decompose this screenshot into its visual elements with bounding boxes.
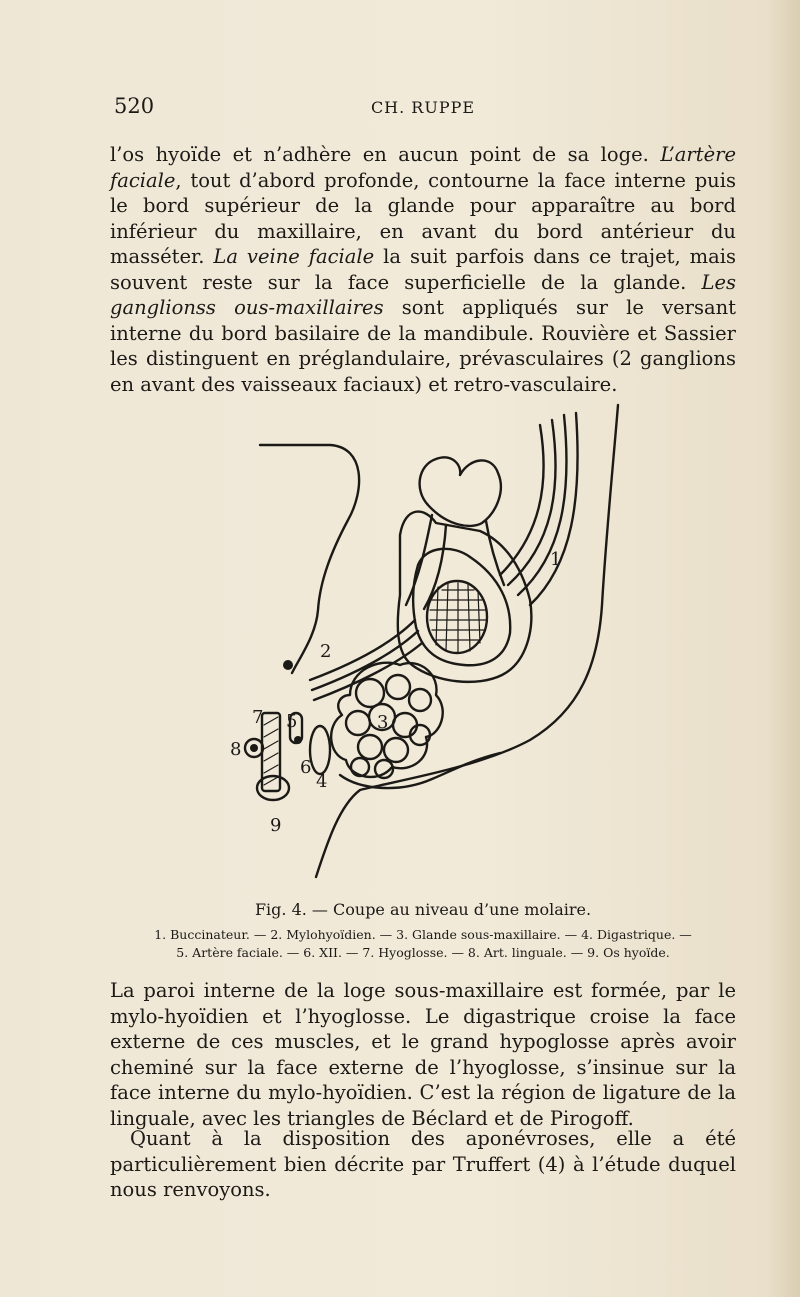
paragraph-1 [110, 142, 736, 397]
label-7: 7 [252, 707, 264, 728]
hypoglossal-nerve [310, 726, 330, 774]
label-3: 3 [377, 712, 389, 733]
outer-contour [316, 405, 618, 877]
page-header [110, 94, 736, 124]
mucosa-line [260, 445, 359, 673]
figure-caption-title: Fig. 4. — Coupe au niveau d’une molaire. [254, 900, 592, 919]
paragraph-1-text-c: la suit parfois dans ce trajet, mais souvent reste sur la face superficielle de la glande. [110, 245, 736, 294]
term-artere-faciale: L’artère faciale [110, 143, 736, 192]
paragraph-3: Quant à la disposition des aponévroses, elle a été particulièrement bien décrite par Truffert (4) à l’étude duquel nous renvoyons. [110, 1127, 736, 1201]
paragraph-2: La paroi interne de la loge sous-maxillaire est formée, par le mylo-hyoïdien et l’hyoglosse. Le digastrique croise la face externe de ces muscles, et le grand hypoglosse après avoir cheminé sur la face externe de l’hyoglosse, s’insinue sur la face interne du mylo-hyoïdien. C’est la région de ligature de la linguale, avec les triangles de Béclard et de Pirogoff. [110, 979, 736, 1130]
label-9: 9 [270, 815, 282, 836]
label-8: 8 [230, 739, 242, 760]
lingual-artery-inner [250, 744, 258, 752]
buccinator [500, 413, 578, 605]
page-number: 520 [114, 94, 155, 118]
paragraph-1-text-b: , tout d’abord profonde, contourne la face interne puis le bord supérieur de la glande pour apparaître au bord inférieur du maxillaire, en avant du bord antérieur du masséter. [110, 168, 736, 268]
label-4: 4 [316, 771, 328, 792]
label-5: 5 [286, 711, 298, 732]
paragraph-1-text-d: sont appliqués sur le versant interne du bord basilaire de la mandibule. Rouvière et Sassier les distinguent en préglandulaire, prévasculaires (2 ganglions en avant des vaisseaux faciaux) et retro-vasculaire. [110, 296, 736, 396]
running-head: CH. RUPPE [370, 98, 476, 117]
paragraph-1-text-a: l’os hyoïde et n’adhère en aucun point de sa loge. [110, 143, 661, 166]
vessel-dot-lower [294, 736, 302, 744]
term-ganglions: Les ganglionss ous-maxillaires [110, 270, 736, 319]
vessel-dot-upper [283, 660, 293, 670]
legend-line-2: 5. Artère faciale. — 6. XII. — 7. Hyoglosse. — 8. Art. linguale. — 9. Os hyoïde. [176, 945, 670, 960]
molar-section-drawing [200, 395, 640, 895]
term-veine-faciale: La veine faciale [213, 245, 375, 268]
legend-line-1: 1. Buccinateur. — 2. Mylohyoïdien. — 3. Glande sous-maxillaire. — 4. Digastrique. — [154, 927, 692, 942]
label-1: 1 [550, 549, 562, 570]
label-6: 6 [300, 757, 312, 778]
mandible-outer [398, 512, 532, 682]
anatomical-figure [200, 395, 640, 895]
label-2: 2 [320, 641, 332, 662]
figure-caption-legend [110, 926, 736, 962]
